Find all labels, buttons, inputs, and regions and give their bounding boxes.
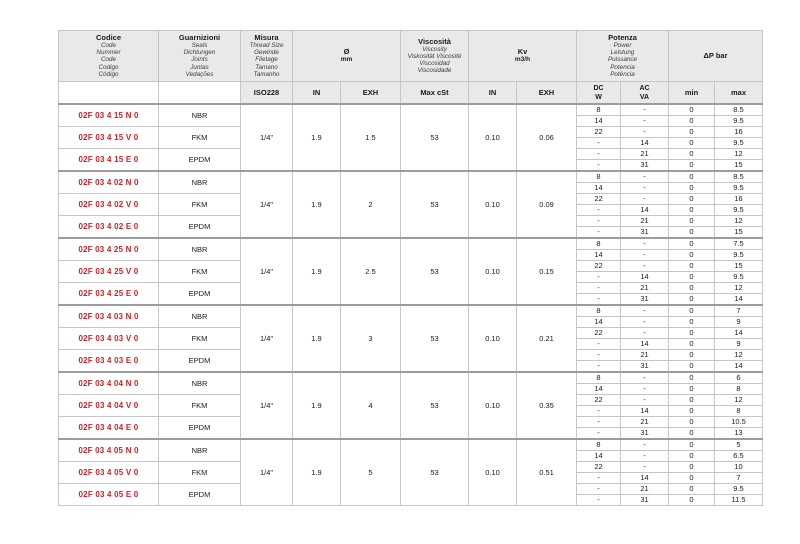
power-dc-cell: 14 — [577, 250, 621, 261]
dp-min-cell: 0 — [669, 216, 715, 227]
power-ac-cell: - — [621, 395, 669, 406]
power-dc-cell: 14 — [577, 384, 621, 395]
power-dc-cell: - — [577, 160, 621, 172]
diameter-exh-cell: 1.5 — [341, 104, 401, 171]
dp-max-cell: 7 — [715, 305, 763, 317]
power-ac-label: AC — [639, 84, 650, 92]
dp-min-cell: 0 — [669, 328, 715, 339]
power-ac-cell: 14 — [621, 272, 669, 283]
power-dc-cell: 22 — [577, 261, 621, 272]
power-dc-cell: - — [577, 339, 621, 350]
power-dc-cell: - — [577, 283, 621, 294]
table-row — [59, 439, 763, 451]
power-ac-cell: 31 — [621, 361, 669, 373]
dp-max-cell: 8 — [715, 384, 763, 395]
table-row — [59, 104, 763, 116]
seals-column-header — [159, 31, 241, 82]
code-cell: 02F 03 4 03 N 0 — [59, 305, 159, 328]
power-ac-cell: 21 — [621, 283, 669, 294]
power-dc-cell: - — [577, 417, 621, 428]
dp-min-cell: 0 — [669, 484, 715, 495]
seal-cell: FKM — [159, 127, 241, 149]
power-dc-cell: - — [577, 227, 621, 239]
catalog-sheet — [58, 30, 763, 506]
seal-cell: FKM — [159, 328, 241, 350]
power-dc-cell: - — [577, 216, 621, 227]
dp-min-cell: 0 — [669, 462, 715, 473]
power-ac-cell: - — [621, 183, 669, 194]
dp-min-cell: 0 — [669, 428, 715, 440]
dp-max-cell: 12 — [715, 350, 763, 361]
kv-in-cell: 0.10 — [469, 171, 517, 238]
power-dc-cell: - — [577, 484, 621, 495]
code-cell: 02F 03 4 15 V 0 — [59, 127, 159, 149]
power-ac-cell: 14 — [621, 473, 669, 484]
seal-cell: FKM — [159, 462, 241, 484]
power-ac-cell: 31 — [621, 428, 669, 440]
dp-min-cell: 0 — [669, 116, 715, 127]
viscosity-cell: 53 — [401, 238, 469, 305]
viscosity-cell: 53 — [401, 171, 469, 238]
power-ac-cell: - — [621, 250, 669, 261]
viscosity-translations: Viscosity Viskosität Viscosité Viscosidad Viscosidade — [407, 45, 462, 75]
size-cell: 1/4" — [241, 238, 293, 305]
code-cell: 02F 03 4 03 E 0 — [59, 350, 159, 373]
seal-cell: EPDM — [159, 417, 241, 440]
seal-cell: EPDM — [159, 149, 241, 172]
seal-cell: NBR — [159, 305, 241, 328]
dp-min-cell: 0 — [669, 261, 715, 272]
power-ac-cell: 21 — [621, 417, 669, 428]
power-dc-subheader — [577, 82, 621, 105]
kv-column-header — [469, 31, 577, 82]
dp-min-cell: 0 — [669, 183, 715, 194]
power-ac-cell: 31 — [621, 227, 669, 239]
diameter-exh-cell: 2 — [341, 171, 401, 238]
power-dc-cell: 8 — [577, 372, 621, 384]
seal-cell: NBR — [159, 238, 241, 261]
diameter-in-cell: 1.9 — [293, 439, 341, 506]
dp-min-cell: 0 — [669, 406, 715, 417]
code-title: Codice — [95, 32, 121, 42]
dp-max-cell: 8.5 — [715, 171, 763, 183]
power-dc-cell: - — [577, 495, 621, 506]
diameter-unit: mm — [340, 56, 353, 64]
viscosity-max-subheader: Max cSt — [401, 82, 469, 105]
diameter-in-cell: 1.9 — [293, 171, 341, 238]
viscosity-cell: 53 — [401, 372, 469, 439]
diameter-column-header — [293, 31, 401, 82]
dp-min-cell: 0 — [669, 149, 715, 160]
dp-max-cell: 12 — [715, 216, 763, 227]
power-ac-cell: 14 — [621, 406, 669, 417]
dp-min-cell: 0 — [669, 339, 715, 350]
diameter-in-cell: 1.9 — [293, 238, 341, 305]
diameter-in-cell: 1.9 — [293, 305, 341, 372]
power-ac-unit: VA — [639, 93, 650, 101]
power-ac-cell: 14 — [621, 205, 669, 216]
power-dc-cell: 22 — [577, 462, 621, 473]
power-ac-cell: - — [621, 451, 669, 462]
kv-exh-cell: 0.06 — [517, 104, 577, 171]
code-column-header — [59, 31, 159, 82]
dp-max-cell: 14 — [715, 294, 763, 306]
dp-max-cell: 10.5 — [715, 417, 763, 428]
power-ac-cell: - — [621, 104, 669, 116]
dp-min-cell: 0 — [669, 171, 715, 183]
seal-cell: NBR — [159, 171, 241, 194]
seals-title: Guarnizioni — [178, 32, 221, 42]
code-cell: 02F 03 4 15 E 0 — [59, 149, 159, 172]
dp-max-cell: 16 — [715, 194, 763, 205]
kv-exh-subheader: EXH — [517, 82, 577, 105]
code-cell: 02F 03 4 04 E 0 — [59, 417, 159, 440]
kv-exh-cell: 0.09 — [517, 171, 577, 238]
dp-max-cell: 9.5 — [715, 250, 763, 261]
size-cell: 1/4" — [241, 305, 293, 372]
dp-max-cell: 11.5 — [715, 495, 763, 506]
kv-exh-cell: 0.21 — [517, 305, 577, 372]
power-ac-subheader — [621, 82, 669, 105]
power-ac-cell: 21 — [621, 216, 669, 227]
dp-min-cell: 0 — [669, 294, 715, 306]
dp-title: ΔP bar — [703, 51, 728, 60]
power-dc-cell: 22 — [577, 127, 621, 138]
dp-max-cell: 9.5 — [715, 272, 763, 283]
dp-min-cell: 0 — [669, 283, 715, 294]
power-ac-cell: 21 — [621, 149, 669, 160]
dp-column-header — [669, 31, 763, 82]
dp-max-cell: 15 — [715, 160, 763, 172]
code-cell: 02F 03 4 03 V 0 — [59, 328, 159, 350]
seal-cell: EPDM — [159, 216, 241, 239]
dp-max-cell: 9 — [715, 339, 763, 350]
seal-cell: FKM — [159, 194, 241, 216]
dp-max-cell: 8.5 — [715, 104, 763, 116]
power-ac-cell: 31 — [621, 294, 669, 306]
kv-exh-cell: 0.15 — [517, 238, 577, 305]
dp-max-cell: 9 — [715, 317, 763, 328]
dp-max-subheader: max — [715, 82, 763, 105]
kv-unit: m3/h — [514, 56, 531, 64]
diameter-in-cell: 1.9 — [293, 372, 341, 439]
dp-min-cell: 0 — [669, 127, 715, 138]
kv-in-cell: 0.10 — [469, 104, 517, 171]
table-row — [59, 305, 763, 317]
size-cell: 1/4" — [241, 104, 293, 171]
dp-max-cell: 10 — [715, 462, 763, 473]
power-ac-cell: - — [621, 384, 669, 395]
dp-max-cell: 16 — [715, 127, 763, 138]
dp-min-cell: 0 — [669, 238, 715, 250]
code-cell: 02F 03 4 04 V 0 — [59, 395, 159, 417]
kv-in-subheader: IN — [469, 82, 517, 105]
code-translations: Code Nummer Code Codigo Código — [96, 41, 121, 78]
power-dc-cell: - — [577, 138, 621, 149]
table-header — [59, 31, 763, 105]
power-ac-cell: 31 — [621, 495, 669, 506]
power-ac-cell: - — [621, 328, 669, 339]
seal-cell: NBR — [159, 439, 241, 462]
seal-cell: NBR — [159, 372, 241, 395]
viscosity-column-header — [401, 31, 469, 82]
power-ac-cell: - — [621, 261, 669, 272]
kv-in-cell: 0.10 — [469, 439, 517, 506]
viscosity-title: Viscosità — [418, 36, 451, 46]
dp-max-cell: 12 — [715, 395, 763, 406]
dp-max-cell: 9.5 — [715, 183, 763, 194]
power-dc-cell: 14 — [577, 317, 621, 328]
power-ac-cell: - — [621, 127, 669, 138]
diameter-exh-cell: 2.5 — [341, 238, 401, 305]
diameter-exh-cell: 4 — [341, 372, 401, 439]
power-ac-cell: 21 — [621, 350, 669, 361]
dp-min-cell: 0 — [669, 205, 715, 216]
diameter-symbol: Ø — [343, 47, 350, 57]
seal-cell: EPDM — [159, 350, 241, 373]
viscosity-cell: 53 — [401, 439, 469, 506]
power-ac-cell: - — [621, 372, 669, 384]
power-dc-unit: W — [595, 93, 602, 101]
code-cell: 02F 03 4 25 V 0 — [59, 261, 159, 283]
dp-max-cell: 15 — [715, 261, 763, 272]
code-cell: 02F 03 4 02 E 0 — [59, 216, 159, 239]
seal-cell: EPDM — [159, 484, 241, 506]
table-row — [59, 171, 763, 183]
dp-min-cell: 0 — [669, 160, 715, 172]
power-title: Potenza — [608, 32, 637, 42]
dp-min-cell: 0 — [669, 451, 715, 462]
dp-max-cell: 9.5 — [715, 205, 763, 216]
power-ac-cell: - — [621, 317, 669, 328]
power-ac-cell: - — [621, 439, 669, 451]
code-cell: 02F 03 4 25 E 0 — [59, 283, 159, 306]
code-cell: 02F 03 4 25 N 0 — [59, 238, 159, 261]
size-cell: 1/4" — [241, 372, 293, 439]
size-title: Misura — [254, 32, 279, 42]
diameter-in-subheader: IN — [293, 82, 341, 105]
code-cell: 02F 03 4 02 N 0 — [59, 171, 159, 194]
power-dc-cell: - — [577, 149, 621, 160]
dp-max-cell: 6 — [715, 372, 763, 384]
power-column-header — [577, 31, 669, 82]
power-ac-cell: 21 — [621, 484, 669, 495]
power-dc-cell: 8 — [577, 171, 621, 183]
seal-cell: FKM — [159, 395, 241, 417]
dp-max-cell: 9.5 — [715, 138, 763, 149]
dp-max-cell: 8 — [715, 406, 763, 417]
size-standard-subheader: ISO228 — [241, 82, 293, 105]
dp-min-cell: 0 — [669, 495, 715, 506]
power-dc-cell: 14 — [577, 451, 621, 462]
kv-in-cell: 0.10 — [469, 238, 517, 305]
dp-min-cell: 0 — [669, 417, 715, 428]
power-dc-cell: - — [577, 272, 621, 283]
table-row — [59, 372, 763, 384]
table-row — [59, 238, 763, 250]
dp-min-cell: 0 — [669, 372, 715, 384]
dp-min-cell: 0 — [669, 439, 715, 451]
table-body — [59, 104, 763, 506]
power-dc-cell: 14 — [577, 116, 621, 127]
power-ac-cell: - — [621, 305, 669, 317]
dp-min-cell: 0 — [669, 317, 715, 328]
power-translations: Power Leistung Puissance Potencia Potência — [607, 41, 638, 78]
power-ac-cell: 14 — [621, 339, 669, 350]
power-dc-cell: - — [577, 473, 621, 484]
seal-cell: FKM — [159, 261, 241, 283]
power-dc-cell: 22 — [577, 194, 621, 205]
code-cell: 02F 03 4 15 N 0 — [59, 104, 159, 127]
kv-in-cell: 0.10 — [469, 372, 517, 439]
kv-exh-cell: 0.35 — [517, 372, 577, 439]
power-dc-label: DC — [593, 84, 604, 92]
code-cell: 02F 03 4 05 V 0 — [59, 462, 159, 484]
size-translations: Thread Size Gewinde Filetage Tamano Tamanho — [249, 41, 284, 78]
dp-max-cell: 12 — [715, 149, 763, 160]
power-ac-cell: - — [621, 171, 669, 183]
seal-cell: EPDM — [159, 283, 241, 306]
power-dc-cell: - — [577, 406, 621, 417]
dp-min-cell: 0 — [669, 384, 715, 395]
power-ac-cell: 14 — [621, 138, 669, 149]
seals-subheader-blank — [159, 82, 241, 105]
size-cell: 1/4" — [241, 439, 293, 506]
power-dc-cell: 8 — [577, 305, 621, 317]
dp-max-cell: 15 — [715, 227, 763, 239]
dp-min-cell: 0 — [669, 473, 715, 484]
code-cell: 02F 03 4 02 V 0 — [59, 194, 159, 216]
power-dc-cell: - — [577, 428, 621, 440]
power-ac-cell: - — [621, 238, 669, 250]
kv-in-cell: 0.10 — [469, 305, 517, 372]
kv-exh-cell: 0.51 — [517, 439, 577, 506]
power-dc-cell: - — [577, 205, 621, 216]
power-ac-cell: - — [621, 116, 669, 127]
power-dc-cell: 8 — [577, 439, 621, 451]
viscosity-cell: 53 — [401, 305, 469, 372]
diameter-exh-cell: 3 — [341, 305, 401, 372]
size-cell: 1/4" — [241, 171, 293, 238]
dp-max-cell: 6.5 — [715, 451, 763, 462]
code-subheader-blank — [59, 82, 159, 105]
power-dc-cell: 8 — [577, 238, 621, 250]
code-cell: 02F 03 4 05 N 0 — [59, 439, 159, 462]
code-cell: 02F 03 4 05 E 0 — [59, 484, 159, 506]
power-dc-cell: 22 — [577, 328, 621, 339]
dp-min-cell: 0 — [669, 138, 715, 149]
power-dc-cell: - — [577, 361, 621, 373]
dp-min-cell: 0 — [669, 194, 715, 205]
dp-max-cell: 7 — [715, 473, 763, 484]
power-ac-cell: - — [621, 194, 669, 205]
power-dc-cell: - — [577, 350, 621, 361]
power-dc-cell: 22 — [577, 395, 621, 406]
diameter-exh-cell: 5 — [341, 439, 401, 506]
dp-min-cell: 0 — [669, 361, 715, 373]
dp-min-cell: 0 — [669, 305, 715, 317]
dp-min-cell: 0 — [669, 227, 715, 239]
dp-min-cell: 0 — [669, 272, 715, 283]
dp-max-cell: 7.5 — [715, 238, 763, 250]
dp-min-cell: 0 — [669, 395, 715, 406]
power-ac-cell: - — [621, 462, 669, 473]
dp-max-cell: 14 — [715, 361, 763, 373]
diameter-in-cell: 1.9 — [293, 104, 341, 171]
seals-translations: Seals Dichtungen Joints Juntas Vedações — [183, 41, 216, 78]
power-dc-cell: 8 — [577, 104, 621, 116]
dp-max-cell: 9.5 — [715, 116, 763, 127]
product-spec-table — [58, 30, 763, 506]
size-column-header — [241, 31, 293, 82]
diameter-exh-subheader: EXH — [341, 82, 401, 105]
code-cell: 02F 03 4 04 N 0 — [59, 372, 159, 395]
power-dc-cell: 14 — [577, 183, 621, 194]
dp-max-cell: 5 — [715, 439, 763, 451]
dp-min-cell: 0 — [669, 104, 715, 116]
dp-max-cell: 9.5 — [715, 484, 763, 495]
power-dc-cell: - — [577, 294, 621, 306]
kv-title: Kv — [517, 47, 528, 57]
dp-max-cell: 13 — [715, 428, 763, 440]
dp-min-cell: 0 — [669, 250, 715, 261]
dp-max-cell: 14 — [715, 328, 763, 339]
dp-max-cell: 12 — [715, 283, 763, 294]
viscosity-cell: 53 — [401, 104, 469, 171]
power-ac-cell: 31 — [621, 160, 669, 172]
seal-cell: NBR — [159, 104, 241, 127]
dp-min-subheader: min — [669, 82, 715, 105]
dp-min-cell: 0 — [669, 350, 715, 361]
